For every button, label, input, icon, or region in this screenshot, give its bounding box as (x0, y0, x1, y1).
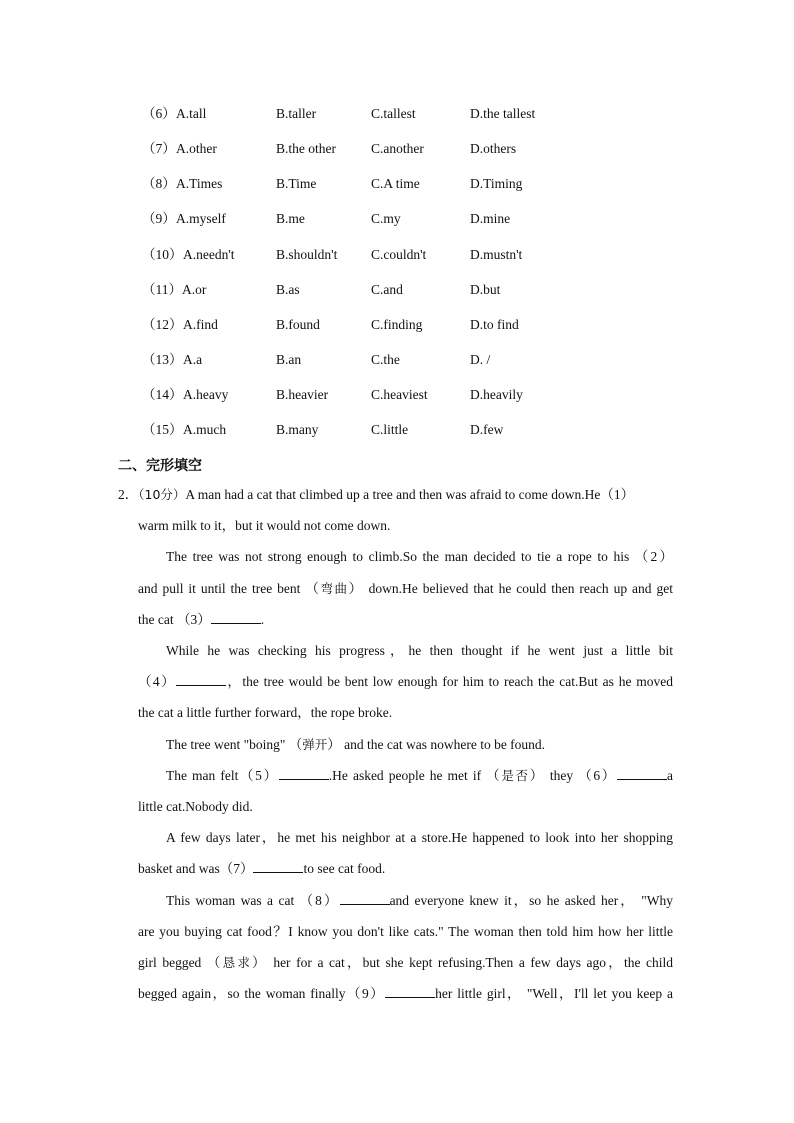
option-d[interactable]: D.but (470, 281, 501, 297)
question-score: （10分） (138, 487, 186, 502)
option-a[interactable]: A.heavy (183, 387, 229, 403)
option-a[interactable]: A.or (182, 281, 207, 297)
passage-line: and pull it until the tree bent （弯曲） down.He believed that he could then reach up and get (138, 581, 673, 596)
answer-blank-4[interactable] (176, 672, 226, 686)
answer-blank-3[interactable] (211, 610, 261, 624)
answer-blank-7[interactable] (253, 859, 303, 873)
option-c[interactable]: C.A time (371, 176, 420, 192)
option-b[interactable]: B.as (276, 281, 300, 297)
question-number: （6） (142, 106, 176, 121)
answer-blank-6[interactable] (617, 766, 667, 780)
passage-line: The man felt（5） .He asked people he met if （是否） they （6） a (166, 768, 673, 783)
question-number: （12） (142, 316, 183, 332)
passage-line: basket and was（7） to see cat food. (138, 861, 386, 876)
option-b[interactable]: B.taller (276, 106, 317, 121)
option-d[interactable]: D.the tallest (470, 106, 536, 121)
option-b[interactable]: B.the other (276, 141, 336, 157)
option-c[interactable]: C.the (371, 352, 400, 368)
option-a[interactable]: A.Times (176, 176, 223, 192)
option-d[interactable]: D.heavily (470, 387, 523, 403)
passage-line: girl begged （恳求） her for a cat，but she kept refusing.Then a few days ago，the child (138, 955, 674, 970)
option-d[interactable]: D. / (470, 352, 491, 368)
question-number: （9） (142, 211, 176, 227)
passage-line: While he was checking his progress，he then thought if he went just a little bit (166, 643, 673, 658)
option-a[interactable]: A.tall (176, 106, 207, 121)
passage-line: little cat.Nobody did. (138, 799, 253, 814)
passage-line: warm milk to it，but it would not come down. (138, 518, 391, 533)
option-c[interactable]: C.little (371, 422, 409, 438)
question-number: （14） (142, 387, 183, 403)
question-number: （11） (142, 281, 182, 297)
option-c[interactable]: C.and (371, 281, 403, 297)
option-d[interactable]: D.to find (470, 316, 519, 332)
option-b[interactable]: B.me (276, 211, 305, 227)
option-a[interactable]: A.myself (176, 211, 226, 227)
option-d[interactable]: D.mustn't (470, 246, 523, 262)
option-a[interactable]: A.other (176, 141, 217, 157)
option-b[interactable]: B.many (276, 422, 319, 438)
question-number: （7） (142, 141, 176, 157)
option-c[interactable]: C.my (371, 211, 401, 227)
passage-line: The tree was not strong enough to climb.So the man decided to tie a rope to his （2） (166, 549, 673, 564)
question-number: （8） (142, 176, 176, 192)
question-intro-line (118, 485, 634, 505)
section-title: 二、完形填空 (118, 458, 202, 474)
question-number: （15） (142, 422, 183, 438)
option-d[interactable]: D.mine (470, 211, 511, 227)
option-a[interactable]: A.much (183, 422, 227, 438)
passage-line: The tree went "boing" （弹开） and the cat was nowhere to be found. (166, 737, 546, 752)
passage-line: This woman was a cat （8） and everyone knew it，so he asked her， "Why (166, 893, 674, 908)
option-d[interactable]: D.others (470, 141, 517, 157)
passage-line: are you buying cat food？I know you don't like cats." The woman then told him how her little (138, 924, 673, 939)
option-b[interactable]: B.found (276, 316, 320, 332)
option-c[interactable]: C.couldn't (371, 246, 427, 262)
passage-line: A few days later，he met his neighbor at a store.He happened to look into her shopping (166, 830, 673, 845)
option-c[interactable]: C.another (371, 141, 424, 157)
option-b[interactable]: B.an (276, 352, 302, 368)
passage-line: （4） ，the tree would be bent low enough for him to reach the cat.But as he moved (138, 674, 673, 689)
option-b[interactable]: B.shouldn't (276, 246, 338, 262)
option-d[interactable]: D.few (470, 422, 504, 438)
option-d[interactable]: D.Timing (470, 176, 523, 192)
passage-line: begged again，so the woman finally（9） her little girl， "Well，I'll let you keep a (138, 986, 673, 1001)
option-a[interactable]: A.find (183, 316, 218, 332)
answer-blank-9[interactable] (385, 984, 435, 998)
option-b[interactable]: B.Time (276, 176, 317, 192)
question-number: （10） (142, 246, 183, 262)
option-c[interactable]: C.tallest (371, 106, 416, 121)
option-b[interactable]: B.heavier (276, 387, 329, 403)
option-a[interactable]: A.needn't (183, 246, 235, 262)
passage-line: the cat （3） . (138, 612, 265, 627)
answer-blank-5[interactable] (279, 766, 329, 780)
option-c[interactable]: C.heaviest (371, 387, 428, 403)
question-intro: A man had a cat that climbed up a tree and then was afraid to come down.He（1） (185, 487, 635, 502)
question-number: （13） (142, 352, 183, 368)
option-a[interactable]: A.a (183, 352, 203, 368)
passage-line: the cat a little further forward，the rope broke. (138, 705, 393, 720)
question-number: 2． (118, 487, 139, 502)
answer-blank-8[interactable] (340, 891, 390, 905)
option-c[interactable]: C.finding (371, 316, 423, 332)
